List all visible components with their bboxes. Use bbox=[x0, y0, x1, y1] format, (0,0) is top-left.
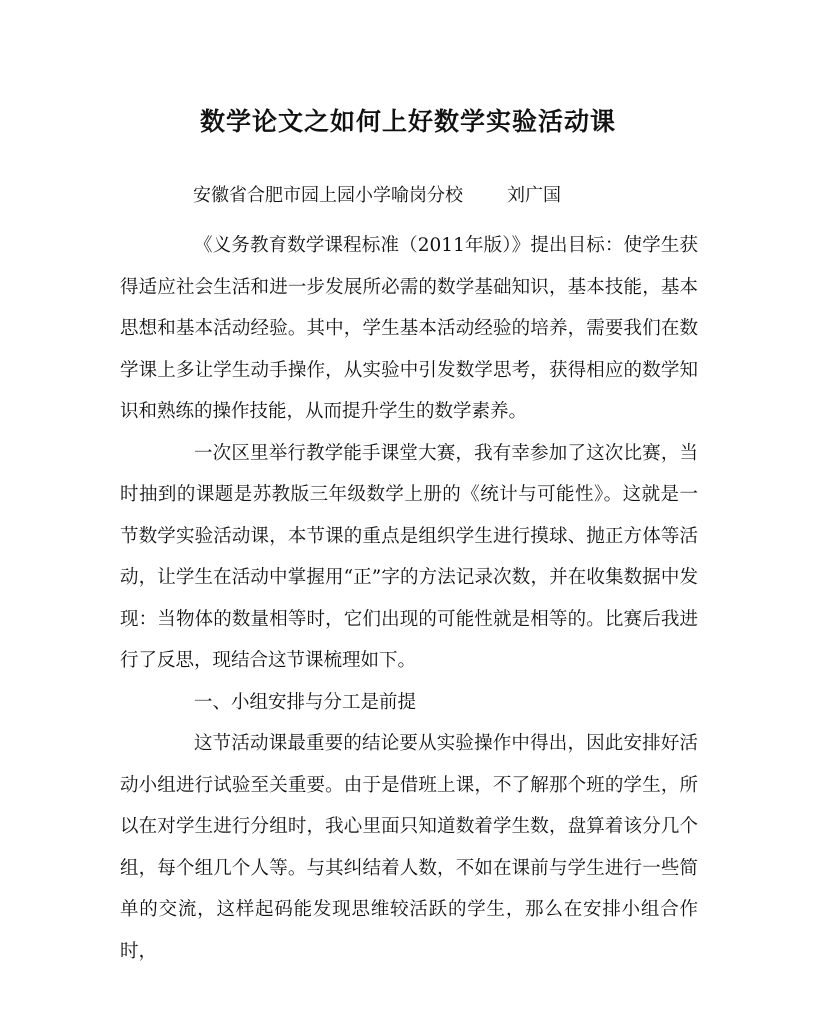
author-name: 刘广国 bbox=[507, 185, 561, 206]
document-title: 数学论文之如何上好数学实验活动课 bbox=[199, 107, 616, 136]
section-heading: 一、小组安排与分工是前提 bbox=[194, 691, 417, 713]
body-paragraph: 一次区里举行教学能手课堂大赛，我有幸参加了这次比赛，当时抽到的课题是苏教版三年级数学上册的《统计与可能性》。这就是一节数学实验活动课，本节课的重点是组织学生进行摸球、抛正方体等活动，让学生在活动中掌握用“正”字的方法记录次数，并在收集数据中发现：当物体的数量相等时，它们出现的可能性就是相等的。比赛后我进行了反思，现结合这节课梳理如下。 bbox=[120, 442, 698, 671]
body-paragraph: 这节活动课最重要的结论要从实验操作中得出，因此安排好活动小组进行试验至关重要。由于是借班上课，不了解那个班的学生，所以在对学生进行分组时，我心里面只知道数着学生数，盘算着该分几个组，每个组几个人等。与其纠结着人数，不如在课前与学生进行一些简单的交流，这样起码能发现思维较活跃的学生，那么在安排小组合作时， bbox=[120, 733, 698, 962]
author-affiliation: 安徽省合肥市园上园小学喻岗分校 bbox=[193, 185, 463, 206]
document-body bbox=[120, 225, 698, 972]
body-paragraph: 《义务教育数学课程标准（2011年版）》提出目标：使学生获得适应社会生活和进一步发展所必需的数学基础知识，基本技能，基本思想和基本活动经验。其中，学生基本活动经验的培养，需要我们在数学课上多让学生动手操作，从实验中引发数学思考，获得相应的数学知识和熟练的操作技能，从而提升学生的数学素养。 bbox=[120, 235, 698, 422]
author-line bbox=[193, 181, 561, 211]
